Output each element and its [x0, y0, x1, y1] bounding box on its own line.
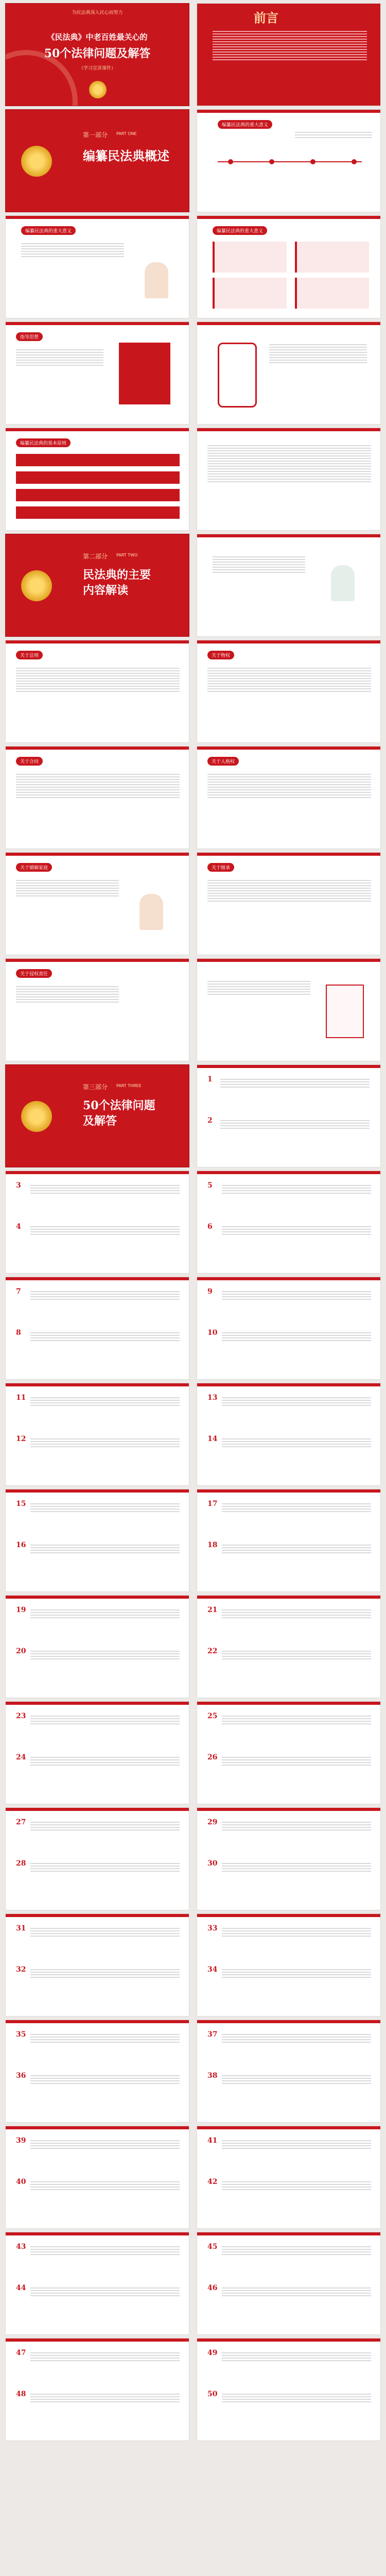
- question-text: [30, 2032, 180, 2044]
- part2-title-line1: 民法典的主要: [83, 568, 151, 582]
- part3-en: PART THREE: [116, 1083, 142, 1088]
- qa-slide-q1-q2: [197, 1064, 381, 1167]
- qa-slide: [5, 1913, 189, 2016]
- question-text: [30, 1968, 180, 1979]
- significance-slide: [5, 215, 189, 318]
- qa-slide: [197, 2020, 381, 2123]
- top-band: [197, 2232, 380, 2235]
- question-text: [30, 1649, 180, 1661]
- tort-doc-slide: [197, 958, 381, 1061]
- card: [213, 278, 287, 309]
- principle-bar: [16, 454, 180, 466]
- significance-cards-slide: [197, 215, 381, 318]
- question-number: 10: [207, 1329, 218, 1337]
- question-number: 3: [16, 1181, 21, 1190]
- emblem-icon: [21, 146, 52, 177]
- question-text: [30, 1926, 180, 1938]
- question-text: [30, 2139, 180, 2150]
- question-text: [222, 2392, 371, 2404]
- question-number: 2: [207, 1116, 213, 1125]
- question-number: 33: [207, 1924, 218, 1933]
- question-text: [30, 1755, 180, 1767]
- top-band: [197, 1914, 380, 1917]
- top-band: [197, 2338, 380, 2342]
- question-text: [222, 1543, 371, 1555]
- question-text: [222, 2032, 371, 2044]
- question-number: 37: [207, 2030, 218, 2039]
- question-number: 23: [16, 1712, 26, 1720]
- part2-title-line2: 内容解读: [83, 584, 129, 597]
- top-band: [197, 747, 380, 750]
- personality-text: [207, 772, 371, 800]
- property-text: [207, 666, 371, 693]
- about-tag: 关于总则: [16, 651, 43, 659]
- qa-slide: [197, 1701, 381, 1804]
- top-band: [6, 1808, 189, 1811]
- cover-slide: [5, 3, 189, 106]
- principle-bar: [16, 506, 180, 519]
- question-text: [220, 1118, 370, 1130]
- question-text: [30, 2245, 180, 2257]
- qa-slide: [5, 2338, 189, 2441]
- top-band: [197, 1808, 380, 1811]
- people-illustration: [331, 565, 355, 601]
- part3-label: 第三部分: [83, 1083, 108, 1091]
- personality-slide: [197, 746, 381, 849]
- top-band: [197, 1596, 380, 1599]
- overview-tag: 编纂民法典的重大意义: [213, 226, 267, 235]
- question-number: 17: [207, 1500, 218, 1508]
- people-illustration: [145, 262, 168, 298]
- top-band: [6, 640, 189, 643]
- principles-text: [207, 444, 371, 484]
- tort-tag: 关于侵权责任: [16, 969, 52, 978]
- question-number: 24: [16, 1753, 26, 1761]
- question-text: [222, 1861, 371, 1873]
- top-band: [6, 1489, 189, 1493]
- emblem-icon: [89, 81, 107, 98]
- question-text: [222, 2286, 371, 2298]
- question-text: [222, 1608, 371, 1620]
- top-band: [6, 1914, 189, 1917]
- top-band: [6, 1596, 189, 1599]
- top-band: [197, 216, 380, 219]
- guide-phone-text: [269, 343, 367, 365]
- question-number: 7: [16, 1287, 21, 1296]
- question-number: 48: [16, 2390, 26, 2398]
- qa-slide: [197, 2232, 381, 2335]
- cover-title-line2: 50个法律问题及解答: [44, 47, 151, 60]
- question-number: 42: [207, 2178, 218, 2186]
- marriage-tag: 关于婚姻家庭: [16, 863, 52, 872]
- question-text: [222, 1396, 371, 1408]
- principle-bar: [16, 471, 180, 484]
- part1-slide: [5, 109, 189, 212]
- top-band: [6, 747, 189, 750]
- question-number: 31: [16, 1924, 26, 1933]
- principles-boxes-slide: [197, 428, 381, 531]
- preface-slide: [197, 3, 381, 106]
- timeline-dot: [228, 159, 233, 164]
- qa-slide: [5, 1277, 189, 1380]
- top-band: [197, 1383, 380, 1386]
- qa-slide: [5, 2232, 189, 2335]
- top-band: [6, 1171, 189, 1174]
- card: [213, 242, 287, 273]
- top-band: [6, 1277, 189, 1280]
- contract-slide: [5, 746, 189, 849]
- question-number: 5: [207, 1181, 213, 1190]
- timeline-dot: [352, 159, 357, 164]
- guide-phone-slide: [197, 321, 381, 425]
- question-number: 28: [16, 1859, 26, 1868]
- question-text: [30, 1331, 180, 1343]
- part3-title-line1: 50个法律问题: [83, 1099, 155, 1112]
- question-number: 8: [16, 1329, 21, 1337]
- part1-en: PART ONE: [116, 131, 137, 136]
- question-number: 26: [207, 1753, 218, 1761]
- part3-title-line2: 及解答: [83, 1114, 117, 1128]
- question-number: 44: [16, 2284, 26, 2292]
- phone-illustration: [218, 343, 257, 408]
- cover-subtitle: （学习宣讲课件）: [78, 66, 116, 71]
- question-text: [222, 1926, 371, 1938]
- qa-slide: [5, 1489, 189, 1592]
- qa-slide: [197, 1171, 381, 1274]
- question-text: [222, 2245, 371, 2257]
- top-band: [6, 2338, 189, 2342]
- question-number: 19: [16, 1606, 26, 1614]
- question-number: 14: [207, 1435, 218, 1443]
- question-number: 30: [207, 1859, 218, 1868]
- question-text: [30, 1396, 180, 1408]
- part1-title: 编纂民法典概述: [83, 148, 169, 163]
- top-band: [6, 2232, 189, 2235]
- question-text: [30, 1861, 180, 1873]
- timeline-slide: [197, 109, 381, 212]
- card: [295, 242, 369, 273]
- qa-slide: [5, 2126, 189, 2229]
- top-band: [6, 2020, 189, 2023]
- preface-heading: 前言: [254, 10, 278, 25]
- top-band: [197, 1171, 380, 1174]
- question-number: 22: [207, 1647, 218, 1655]
- contract-tag: 关于合同: [16, 757, 43, 766]
- part2-slide: [5, 534, 189, 637]
- card: [295, 278, 369, 309]
- principles-tag: 编纂民法典的基本原则: [16, 438, 71, 447]
- significance-text: [21, 242, 124, 259]
- top-band: [197, 534, 380, 537]
- top-band: [197, 853, 380, 856]
- emblem-icon: [21, 1101, 52, 1132]
- question-text: [220, 1077, 370, 1089]
- question-number: 35: [16, 2030, 26, 2039]
- question-number: 34: [207, 1965, 218, 1974]
- part1-label: 第一部分: [83, 131, 108, 139]
- question-number: 49: [207, 2349, 218, 2357]
- top-band: [197, 959, 380, 962]
- question-number: 21: [207, 1606, 218, 1614]
- question-text: [30, 1290, 180, 1301]
- qa-slide: [197, 1913, 381, 2016]
- part3-slide: [5, 1064, 189, 1167]
- question-number: 45: [207, 2243, 218, 2251]
- top-band: [197, 1702, 380, 1705]
- question-number: 16: [16, 1541, 26, 1549]
- question-text: [222, 1225, 371, 1236]
- question-number: 1: [207, 1075, 213, 1083]
- document-icon: [326, 985, 364, 1038]
- guide-text: [16, 348, 103, 367]
- top-band: [197, 1277, 380, 1280]
- top-band: [197, 428, 380, 431]
- qa-slide: [5, 1383, 189, 1486]
- property-tag: 关于物权: [207, 651, 234, 659]
- question-number: 47: [16, 2349, 26, 2357]
- inherit-text: [207, 878, 371, 903]
- question-text: [222, 2180, 371, 2192]
- question-text: [222, 1290, 371, 1301]
- intro-text: [213, 555, 305, 574]
- qa-slide: [197, 1489, 381, 1592]
- question-number: 9: [207, 1287, 213, 1296]
- about-general-slide: [5, 640, 189, 743]
- question-number: 38: [207, 2072, 218, 2080]
- top-band: [6, 216, 189, 219]
- question-text: [222, 1968, 371, 1979]
- timeline-dot: [310, 159, 315, 164]
- guide-slide: [5, 321, 189, 425]
- cover-top-tag: 为民法典深入民心而努力: [72, 10, 123, 15]
- question-text: [222, 1331, 371, 1343]
- question-text: [222, 2351, 371, 2363]
- question-text: [222, 2139, 371, 2150]
- question-text: [222, 1755, 371, 1767]
- qa-slide: [197, 1807, 381, 1910]
- marriage-slide: [5, 852, 189, 955]
- question-number: 50: [207, 2390, 218, 2398]
- overview-tag: 编纂民法典的重大意义: [218, 120, 272, 129]
- tort-text: [16, 985, 119, 1004]
- top-band: [6, 428, 189, 431]
- question-text: [30, 2351, 180, 2363]
- cover-title-line1: 《民法典》中老百姓最关心的: [47, 32, 148, 42]
- qa-slide: [5, 1595, 189, 1698]
- guide-tag: 指导思想: [16, 332, 43, 341]
- question-number: 18: [207, 1541, 218, 1549]
- question-number: 11: [16, 1394, 26, 1402]
- intro-slide: [197, 534, 381, 637]
- question-number: 25: [207, 1712, 218, 1720]
- top-band: [197, 2126, 380, 2129]
- about-text: [16, 666, 180, 693]
- preface-text-block: [213, 29, 367, 62]
- qa-slide: [197, 2126, 381, 2229]
- about-property-slide: [197, 640, 381, 743]
- inherit-slide: [197, 852, 381, 955]
- question-text: [222, 1183, 371, 1195]
- qa-slide: [197, 2338, 381, 2441]
- top-band: [6, 853, 189, 856]
- question-text: [30, 1714, 180, 1726]
- top-band: [6, 322, 189, 325]
- top-band: [197, 640, 380, 643]
- question-text: [30, 1437, 180, 1449]
- question-text: [222, 1649, 371, 1661]
- qa-slide: [5, 1807, 189, 1910]
- question-number: 20: [16, 1647, 26, 1655]
- qa-slide: [5, 1171, 189, 1274]
- question-number: 12: [16, 1435, 26, 1443]
- top-band: [197, 1489, 380, 1493]
- timeline-line: [218, 161, 362, 162]
- question-text: [222, 1714, 371, 1726]
- top-band: [6, 1383, 189, 1386]
- top-band: [6, 959, 189, 962]
- inherit-tag: 关于继承: [207, 863, 234, 872]
- principles-slide: [5, 428, 189, 531]
- question-number: 27: [16, 1818, 26, 1826]
- question-text: [30, 2392, 180, 2404]
- top-band: [197, 322, 380, 325]
- question-text: [30, 1820, 180, 1832]
- question-number: 40: [16, 2178, 26, 2186]
- principle-bar: [16, 489, 180, 501]
- question-number: 39: [16, 2137, 26, 2145]
- question-text: [30, 1225, 180, 1236]
- top-band: [197, 110, 380, 113]
- question-number: 32: [16, 1965, 26, 1974]
- question-text: [30, 1183, 180, 1195]
- question-number: 29: [207, 1818, 218, 1826]
- question-text: [222, 1502, 371, 1514]
- tort-doc-text: [207, 979, 310, 996]
- question-text: [30, 1543, 180, 1555]
- contract-text: [16, 772, 180, 800]
- qa-slide: [197, 1277, 381, 1380]
- part2-en: PART TWO: [116, 553, 138, 557]
- question-text: [30, 2074, 180, 2086]
- marriage-text: [16, 878, 119, 898]
- question-number: 41: [207, 2137, 218, 2145]
- qa-slide: [5, 1701, 189, 1804]
- question-number: 4: [16, 1223, 21, 1231]
- top-band: [197, 1065, 380, 1068]
- question-number: 43: [16, 2243, 26, 2251]
- question-number: 36: [16, 2072, 26, 2080]
- question-text: [30, 2286, 180, 2298]
- emblem-icon: [21, 570, 52, 601]
- qa-slide: [5, 2020, 189, 2123]
- part2-label: 第二部分: [83, 553, 108, 560]
- tort-slide: [5, 958, 189, 1061]
- people-illustration: [139, 894, 163, 930]
- top-band: [197, 2020, 380, 2023]
- overview-tag: 编纂民法典的重大意义: [21, 226, 76, 235]
- timeline-dot: [269, 159, 274, 164]
- question-number: 46: [207, 2284, 218, 2292]
- top-band: [6, 1702, 189, 1705]
- qa-slide: [197, 1595, 381, 1698]
- flag-illustration: [119, 343, 170, 404]
- question-number: 13: [207, 1394, 218, 1402]
- question-number: 15: [16, 1500, 26, 1508]
- qa-slide: [197, 1383, 381, 1486]
- timeline-text: [295, 130, 372, 140]
- top-band: [6, 2126, 189, 2129]
- question-number: 6: [207, 1223, 213, 1231]
- question-text: [30, 1608, 180, 1620]
- question-text: [30, 1502, 180, 1514]
- question-text: [222, 1437, 371, 1449]
- question-text: [30, 2180, 180, 2192]
- question-text: [222, 2074, 371, 2086]
- personality-tag: 关于人格权: [207, 757, 239, 766]
- question-text: [222, 1820, 371, 1832]
